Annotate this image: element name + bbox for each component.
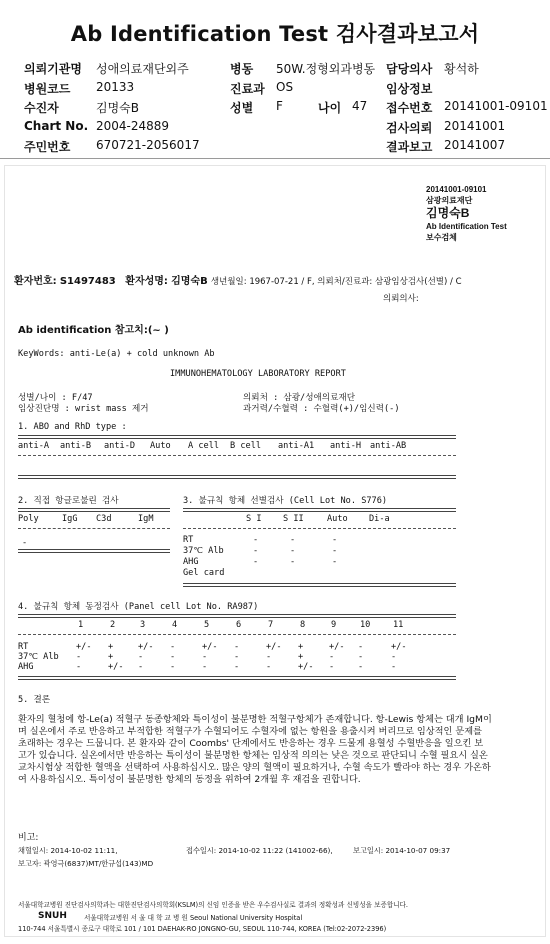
collect-datetime: 채혈일시: 2014-10-02 11:11, [18, 846, 118, 855]
label-patient: 수진자 [24, 101, 59, 115]
label-age: 나이 [318, 101, 342, 115]
screening-result: - [332, 546, 338, 556]
patient-no-label: 환자번호: [14, 276, 57, 287]
abo-column-header: A cell [188, 441, 220, 451]
panel-result: - [170, 652, 176, 662]
dat-column-header: IgM [138, 514, 154, 524]
screening-column-header: S II [283, 514, 304, 524]
screening-phase: AHG [183, 557, 199, 567]
screening-result: - [332, 535, 338, 545]
screening-column-header: Auto [327, 514, 348, 524]
panel-result: +/- [138, 642, 154, 652]
dat-column-header: IgG [62, 514, 78, 524]
label-ward: 병동 [230, 62, 254, 76]
abo-column-header: anti-B [60, 441, 92, 451]
label-result-report: 결과보고 [386, 140, 433, 154]
label-test-request: 검사의뢰 [386, 121, 433, 135]
patient-name: 김명숙B [171, 276, 208, 287]
panel-cell-header: 4 [172, 620, 178, 630]
panel-result: + [108, 652, 114, 662]
panel-result: +/- [329, 642, 345, 652]
label-chart-no: Chart No. [24, 119, 89, 133]
label-hospital-code: 병원코드 [24, 82, 71, 96]
label-doctor: 담당의사 [386, 62, 433, 76]
screening-phase: RT [183, 535, 194, 545]
section2-title: 2. 직접 항글로불린 검사 [18, 496, 119, 506]
panel-result: + [298, 642, 304, 652]
panel-cell-header: 7 [268, 620, 274, 630]
abo-column-header: anti-A1 [278, 441, 315, 451]
panel-cell-header: 6 [236, 620, 242, 630]
panel-cell-header: 1 [78, 620, 84, 630]
panel-result: - [391, 652, 397, 662]
info-sex-age: 성별/나이 : F/47 [18, 393, 93, 403]
screening-result: - [332, 557, 338, 567]
info-diagnosis: 임상진단명 : wrist mass 제거 [18, 404, 149, 414]
divider [0, 158, 550, 159]
lab-report-title: IMMUNOHEMATOLOGY LABORATORY REPORT [170, 369, 346, 379]
info-history: 과거력/수혈력 : 수혈력(+)/임신력(-) [243, 404, 400, 414]
panel-result: - [358, 652, 364, 662]
reference-label: Ab identification 참고치:(~ ) [18, 325, 169, 336]
panel-cell-header: 10 [360, 620, 371, 630]
dat-column-header: Poly [18, 514, 39, 524]
dat-column-header: C3d [96, 514, 112, 524]
hospital-name: 서울대학교병원 서 울 대 학 교 병 원 Seoul National University Hospital [84, 914, 303, 922]
value-doctor: 황석하 [444, 62, 479, 76]
panel-phase: 37℃ Alb [18, 652, 59, 662]
panel-result: +/- [391, 642, 407, 652]
panel-result: - [76, 652, 82, 662]
panel-result: - [266, 662, 272, 672]
panel-result: - [76, 662, 82, 672]
panel-result: + [108, 642, 114, 652]
panel-result: + [298, 652, 304, 662]
abo-column-header: B cell [230, 441, 262, 451]
value-receipt-no: 20141001-09101 [444, 99, 548, 113]
table-rule [18, 528, 170, 529]
receive-datetime: 접수일시: 2014-10-02 11:22 (141002-66), [186, 846, 333, 855]
table-rule [183, 583, 456, 587]
panel-result: - [234, 662, 240, 672]
abo-column-header: Auto [150, 441, 171, 451]
requesting-doctor-label: 의뢰의사: [383, 294, 419, 304]
section4-title: 4. 불규칙 항체 동정검사 (Panel cell Lot No. RA987) [18, 602, 259, 612]
abo-column-header: anti-A [18, 441, 50, 451]
panel-cell-header: 11 [393, 620, 404, 630]
table-rule [18, 455, 456, 456]
label-receipt-no: 접수번호 [386, 101, 433, 115]
table-rule [18, 435, 456, 439]
value-department: OS [276, 80, 294, 94]
table-rule [183, 528, 456, 529]
label-requesting-institution: 의뢰기관명 [24, 62, 82, 76]
panel-result: - [329, 652, 335, 662]
abo-column-header: anti-AB [370, 441, 407, 451]
table-rule [18, 508, 170, 512]
label-resident-no: 주민번호 [24, 140, 71, 154]
patient-no: S1497483 [59, 276, 116, 287]
value-result-report: 20141007 [444, 138, 506, 152]
panel-result: - [170, 662, 176, 672]
sticker-test: Ab Identification Test [426, 222, 507, 231]
report-title: Ab Identification Test 검사결과보고서 [70, 22, 480, 46]
panel-result: +/- [108, 662, 124, 672]
value-patient: 김명숙B [96, 101, 140, 115]
panel-result: - [234, 652, 240, 662]
reporter: 보고자: 곽영극(6837)MT/한규섭(143)MD [18, 859, 154, 868]
panel-phase: RT [18, 642, 29, 652]
remarks-label: 비고: [18, 833, 39, 843]
sticker-lab: 삼광의료재단 [426, 196, 473, 205]
panel-result: - [358, 642, 364, 652]
screening-column-header: Di-a [369, 514, 390, 524]
panel-cell-header: 2 [110, 620, 116, 630]
hospital-address: 110-744 서울특별시 종로구 대학로 101 / 101 DAEHAK-RO JONGNO-GU, SEOUL 110-744, KOREA (Tel:02-2072-2396) [18, 925, 387, 933]
panel-result: - [202, 662, 208, 672]
panel-result: - [234, 642, 240, 652]
snuh-logo: SNUH [38, 911, 67, 921]
panel-result: +/- [76, 642, 92, 652]
table-rule [18, 475, 456, 479]
abo-column-header: anti-H [330, 441, 362, 451]
screening-result: - [253, 557, 259, 567]
screening-result: - [290, 546, 296, 556]
patient-name-label: 환자성명: [125, 276, 168, 287]
screening-phase: 37℃ Alb [183, 546, 224, 556]
conclusion-text: 환자의 혈청에 항-Le(a) 적혈구 동종항체와 특이성이 불분명한 적혈구항체가 존재합니다. 항-Lewis 항체는 대개 IgM이며 실온에서 주로 반응하고 부적합한 적혈구가 수혈되어도 수혈자에 없는 항원을 용출시켜 버리므로 임상적인 문제를 초래하는 경우는 드뭅니다. 본 환자와 같이 Coombs' 단계에서도 반응하는 경우 드물게 용혈성 수혈반응을 일으킨 보고가 있습니다. 실온에서만 반응하는 특이성이 불분명한 항체는 임상적 의의는 낮은 것으로 판단되니 수혈 필요시 실온교차시험상 적합한 혈액을 선택하여 사용하십시오. 많은 양의 혈액이 필요하거나, 수혈 속도가 빨라야 하는 경우 가온하여 사용하십시오. 특이성이 불분명한 항체의 동정을 위하여 2개월 후 재검을 권합니다. [18, 714, 492, 785]
report-datetime: 보고일시: 2014-10-07 09:37 [353, 846, 451, 855]
panel-result: - [358, 662, 364, 672]
screening-result: - [290, 557, 296, 567]
label-department: 진료과 [230, 82, 265, 96]
panel-result: - [202, 652, 208, 662]
panel-result: - [391, 662, 397, 672]
panel-result: +/- [266, 642, 282, 652]
sticker-name: 김명숙B [426, 206, 470, 220]
table-rule [18, 634, 456, 635]
section5-title: 5. 결론 [18, 695, 51, 705]
panel-cell-header: 9 [331, 620, 337, 630]
panel-result: - [329, 662, 335, 672]
value-sex: F [276, 99, 283, 113]
abo-column-header: anti-D [104, 441, 136, 451]
dat-value: - [22, 538, 28, 548]
info-requester: 의뢰처 : 삼광/성애의료재단 [243, 393, 356, 403]
screening-result: - [253, 546, 259, 556]
specimen-label-sticker [426, 184, 507, 243]
label-sex: 성별 [230, 101, 254, 115]
panel-phase: AHG [18, 662, 34, 672]
sticker-receipt-no: 20141001-09101 [426, 185, 487, 194]
screening-result: - [290, 535, 296, 545]
section1-title: 1. ABO and RhD type : [18, 422, 127, 432]
screening-column-header: S I [246, 514, 262, 524]
panel-cell-header: 8 [300, 620, 306, 630]
screening-result: - [253, 535, 259, 545]
table-rule [18, 676, 456, 680]
panel-result: - [138, 652, 144, 662]
panel-result: +/- [298, 662, 314, 672]
section3-title: 3. 불규칙 항체 선별검사 (Cell Lot No. S776) [183, 496, 388, 506]
panel-result: - [138, 662, 144, 672]
value-ward: 50W.정형외과병동 [276, 62, 376, 76]
panel-cell-header: 5 [204, 620, 210, 630]
table-rule [18, 614, 456, 618]
label-clinical-info: 임상정보 [386, 82, 433, 96]
value-test-request: 20141001 [444, 119, 506, 133]
value-age: 47 [352, 99, 368, 113]
value-chart-no: 2004-24889 [96, 119, 170, 133]
screening-phase: Gel card [183, 568, 225, 578]
sticker-note: 보수검체 [426, 233, 457, 242]
panel-result: - [266, 652, 272, 662]
value-requesting-institution: 성애의료재단외주 [96, 62, 189, 76]
table-rule [18, 549, 170, 553]
value-resident-no: 670721-2056017 [96, 138, 200, 152]
certification-text: 서울대학교병원 진단검사의학과는 대한진단검사의학회(KSLM)의 신임 인증을 받은 우수검사실로 결과의 정확성과 신빙성을 보증합니다. [18, 901, 409, 909]
value-hospital-code: 20133 [96, 80, 135, 94]
patient-details: 생년월일: 1967-07-21 / F, 의뢰처/진료과: 삼광임상검사(선별) / C [210, 277, 462, 287]
panel-cell-header: 3 [140, 620, 146, 630]
keywords: KeyWords: anti-Le(a) + cold unknown Ab [18, 349, 215, 359]
panel-result: +/- [202, 642, 218, 652]
table-rule [183, 508, 456, 512]
panel-result: - [170, 642, 176, 652]
